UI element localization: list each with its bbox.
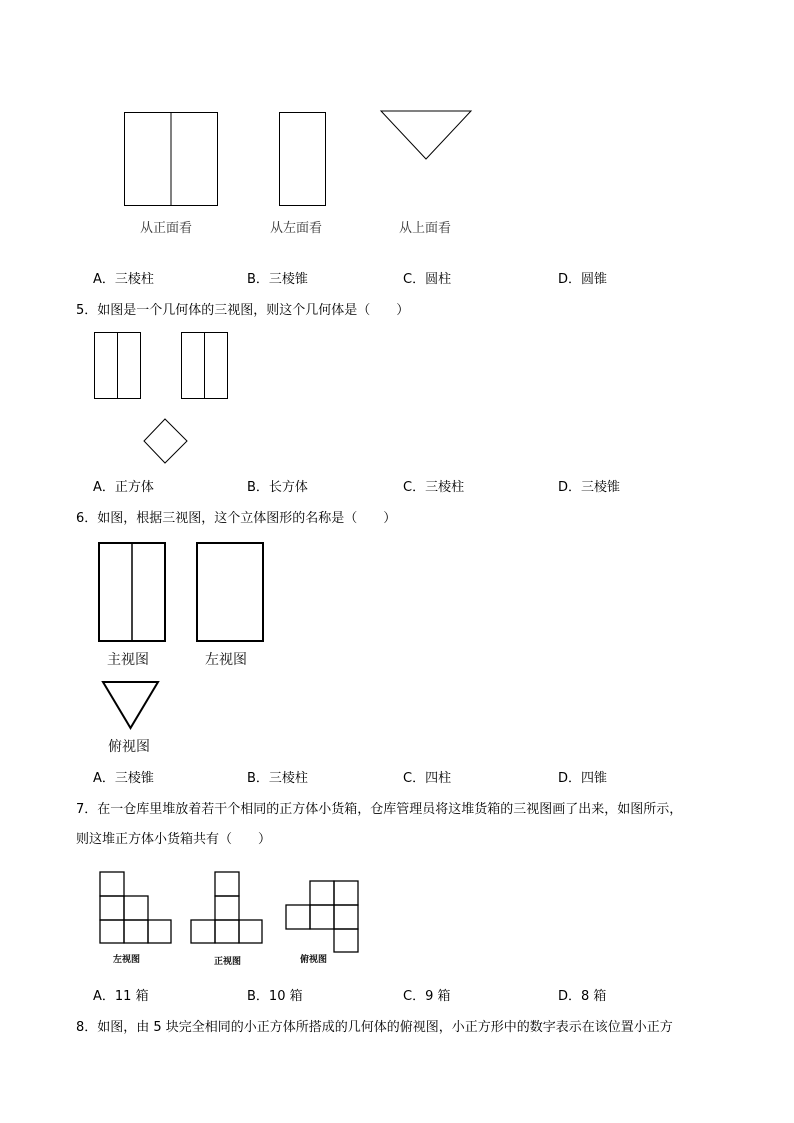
q5-option-b: B．长方体 bbox=[247, 480, 308, 495]
q5-option-c: C．三棱柱 bbox=[403, 480, 465, 495]
q7-stem-line2: 则这堆正方体小货箱共有（ ） bbox=[76, 832, 272, 847]
q6-left-view bbox=[196, 542, 266, 644]
q5-option-a: A．正方体 bbox=[93, 480, 154, 495]
q6-option-c: C．四柱 bbox=[403, 771, 452, 786]
q7-caption-left: 左视图 bbox=[113, 955, 141, 965]
q5-front-view bbox=[94, 332, 142, 400]
q5-option-d: D．三棱锥 bbox=[558, 480, 621, 495]
q4-front-view bbox=[124, 112, 220, 208]
q4-left-view bbox=[279, 112, 327, 208]
q8-stem: 8．如图，由 5 块完全相同的小正方体所搭成的几何体的俯视图，小正方形中的数字表示在该位置小正方 bbox=[76, 1020, 673, 1035]
q6-option-d: D．四锥 bbox=[558, 771, 608, 786]
q6-option-b: B．三棱柱 bbox=[247, 771, 308, 786]
q5-side-view bbox=[181, 332, 229, 400]
q7-option-d: D．8 箱 bbox=[558, 989, 607, 1004]
q7-top-view-grid bbox=[285, 880, 363, 954]
q6-caption-main: 主视图 bbox=[107, 652, 149, 668]
q6-stem: 6．如图，根据三视图，这个立体图形的名称是（ ） bbox=[76, 511, 397, 526]
q4-option-b: B．三棱锥 bbox=[247, 272, 308, 287]
q7-option-c: C．9 箱 bbox=[403, 989, 451, 1004]
q4-caption-front: 从正面看 bbox=[140, 221, 193, 236]
q4-caption-top: 从上面看 bbox=[399, 221, 452, 236]
q4-top-view-triangle bbox=[380, 110, 474, 162]
q7-option-a: A．11 箱 bbox=[93, 989, 149, 1004]
q4-caption-left: 从左面看 bbox=[270, 221, 323, 236]
q7-option-b: B．10 箱 bbox=[247, 989, 303, 1004]
q5-top-view-diamond bbox=[143, 418, 189, 466]
q4-option-d: D．圆锥 bbox=[558, 272, 608, 287]
q4-option-a: A．三棱柱 bbox=[93, 272, 154, 287]
q6-top-view-triangle bbox=[102, 681, 162, 731]
q6-main-view bbox=[98, 542, 168, 644]
q6-option-a: A．三棱锥 bbox=[93, 771, 154, 786]
q5-stem: 5．如图是一个几何体的三视图，则这个几何体是（ ） bbox=[76, 303, 410, 318]
q7-left-view-grid bbox=[99, 871, 175, 945]
q7-stem-line1: 7．在一仓库里堆放着若干个相同的正方体小货箱，仓库管理员将这堆货箱的三视图画了出来，如图所示， bbox=[76, 802, 683, 817]
q7-front-view-grid bbox=[190, 871, 266, 945]
q6-caption-left: 左视图 bbox=[205, 652, 247, 668]
q4-option-c: C．圆柱 bbox=[403, 272, 452, 287]
q6-caption-top: 俯视图 bbox=[108, 739, 150, 755]
q7-caption-front: 正视图 bbox=[214, 957, 242, 967]
q7-caption-top: 俯视图 bbox=[300, 955, 328, 965]
